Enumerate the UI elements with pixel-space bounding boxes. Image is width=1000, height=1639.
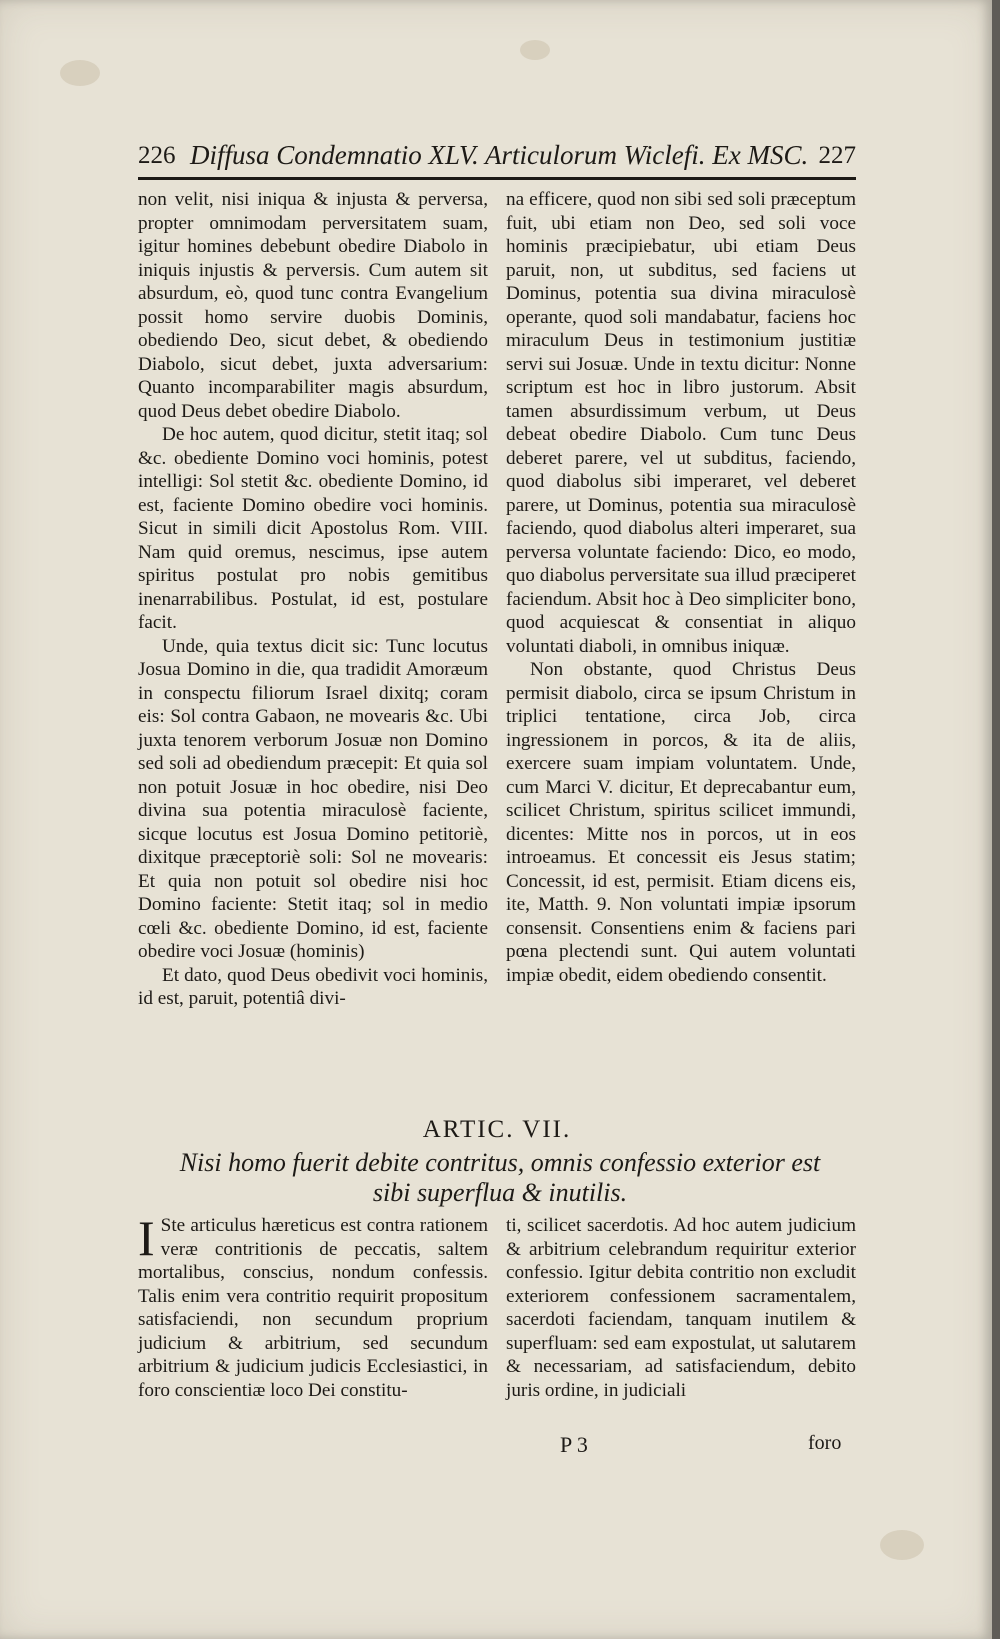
book-edge <box>992 0 1000 1639</box>
page-number-left: 226 <box>138 142 176 169</box>
paragraph: non velit, nisi iniqua & injusta & perversa, propter omnimodam perversitatem suam, igitur homines debebunt obedire Diabolo in iniquis injustis & perversis. Cum autem sit absurdum, eò, quod tunc contra Evangelium possit homo servire duobis Dominis, obediendo Deo, sicut debet, & obediendo Diabolo, sicut debet, juxta adversarium: Quanto incomparabiliter magis absurdum, quod Deus debet obedire Diabolo. <box>138 189 488 422</box>
page-number-right: 227 <box>818 142 856 169</box>
paper-stain <box>520 40 550 60</box>
right-column-top <box>506 188 856 987</box>
paragraph: ti, scilicet sacerdotis. Ad hoc autem judicium & arbitrium celebrandum requiritur exterior confessio. Igitur debita contritio non excludit exteriorem confessionem sacramentalem, sacerdoti faciendam, tanquam inutilem & superfluam: sed eam expostulat, ut salutarem & necessariam, ad satisfaciendum, debito juris ordine, in judiciali <box>506 1215 856 1401</box>
header-rule <box>138 177 856 180</box>
article-subtitle: Nisi homo fuerit debite contritus, omnis confessio exterior est sibi superflua & inutilis. <box>179 1148 821 1207</box>
left-column-bottom <box>138 1210 488 1402</box>
left-column-top <box>138 188 488 1011</box>
paragraph: Unde, quia textus dicit sic: Tunc locutus Josua Domino in die, qua tradidit Amoræum in conspectu filiorum Israel dixitq; coram eis: Sol contra Gabaon, ne movearis &c. Ubi juxta tenorem verborum Josuæ non Domino sed soli ad obediendum præcepit: Et quia sol non potuit Josuæ in hoc obedire, nisi Deo divina sua potentia miraculosè faciente, sicque locutus est Josua Domino petitoriè, dixitque præceptoriè soli: Sol ne movearis: Et quia non potuit sol obedire nisi hoc Domino faciente: Stetit itaq; sol in medio cœli &c. obediente Domino, id est, faciente obedire voci Josuæ (hominis) <box>138 635 488 962</box>
signature-mark: P 3 <box>560 1432 588 1457</box>
right-column-bottom <box>506 1214 856 1402</box>
paragraph: na efficere, quod non sibi sed soli præceptum fuit, ubi etiam non Deo, sed soli voce hominis præcipiebatur, ubi etiam Deus paruit, non, ut subditus, sed faciens ut Dominus, potentia sua divina miraculosè operante, quod soli mandabatur, faciens hoc miraculum Deus in testimonium justitiæ servi sui Josuæ. Unde in textu dicitur: Nonne scriptum est hoc in libro justorum. Absit tamen absurdissimum verbum, ut Deus debeat obedire Diabolo. Cum tunc Deus deberet parere, vel ut subditus, faciendo, quod diabolus sibi imperaret, vel deberet parere, ut Dominus, potentia sua miraculosè faciendo, quod diabolus alteri imperaret, sua perversa voluntate faciendo: Dico, eo modo, quo diabolus perversitate sua illud præciperet faciendum. Absit hoc à Deo simpliciter bono, quod acquiescat & consentiat in aliquo voluntati diaboli, in omnibus iniquæ. <box>506 189 856 657</box>
paragraph: De hoc autem, quod dicitur, stetit itaq; sol &c. obediente Domino voci hominis, potest intelligi: Sol stetit &c. obediente Domino, id est, faciente Domino obedire voci hominis. Sicut in simili dicit Apostolus Rom. VIII. Nam quid oremus, nescimus, ipse autem spiritus postulat pro nobis gemitibus inenarrabilibus. Postulat, id est, postulare facit. <box>138 424 488 633</box>
paragraph: Non obstante, quod Christus Deus permisit diabolo, circa se ipsum Christum in triplici tentatione, circa Job, circa ingressionem in porcos, & ita de aliis, exercere suam impiam voluntatem. Unde, cum Marci V. dicitur, Et deprecabantur eum, scilicet Christum, spiritus scilicet immundi, dicentes: Mitte nos in porcos, ut in eos introeamus. Et concessit eis Jesus statim; Concessit, id est, permisit. Etiam dicens eis, ite, Matth. 9. Non voluntati impiæ ipsorum consensit. Consentiens enim & faciens pari pœna plectendi sunt. Qui autem voluntati impiæ obedit, eidem obediendo consentit. <box>506 659 856 986</box>
drop-cap: I <box>138 1210 155 1266</box>
paper-stain <box>880 1530 924 1560</box>
running-title: Diffusa Condemnatio XLV. Articulorum Wiclefi. Ex MSC. <box>190 140 809 170</box>
paragraph: Ste articulus hæreticus est contra rationem veræ contritionis de peccatis, saltem mortalibus, conscius, nondum confessis. Talis enim vera contritio requirit propositum satisfaciendi, non secundum proprium judicium & arbitrium, sed secundum arbitrium & judicium judicis Ecclesiastici, in foro conscientiæ loco Dei constitu- <box>138 1215 488 1401</box>
running-header <box>138 140 856 176</box>
article-heading: ARTIC. VII. <box>422 1116 572 1143</box>
paper-stain <box>60 60 100 86</box>
catchword: foro <box>808 1432 842 1454</box>
paragraph: Et dato, quod Deus obedivit voci hominis, id est, paruit, potentiâ divi- <box>138 964 488 1009</box>
